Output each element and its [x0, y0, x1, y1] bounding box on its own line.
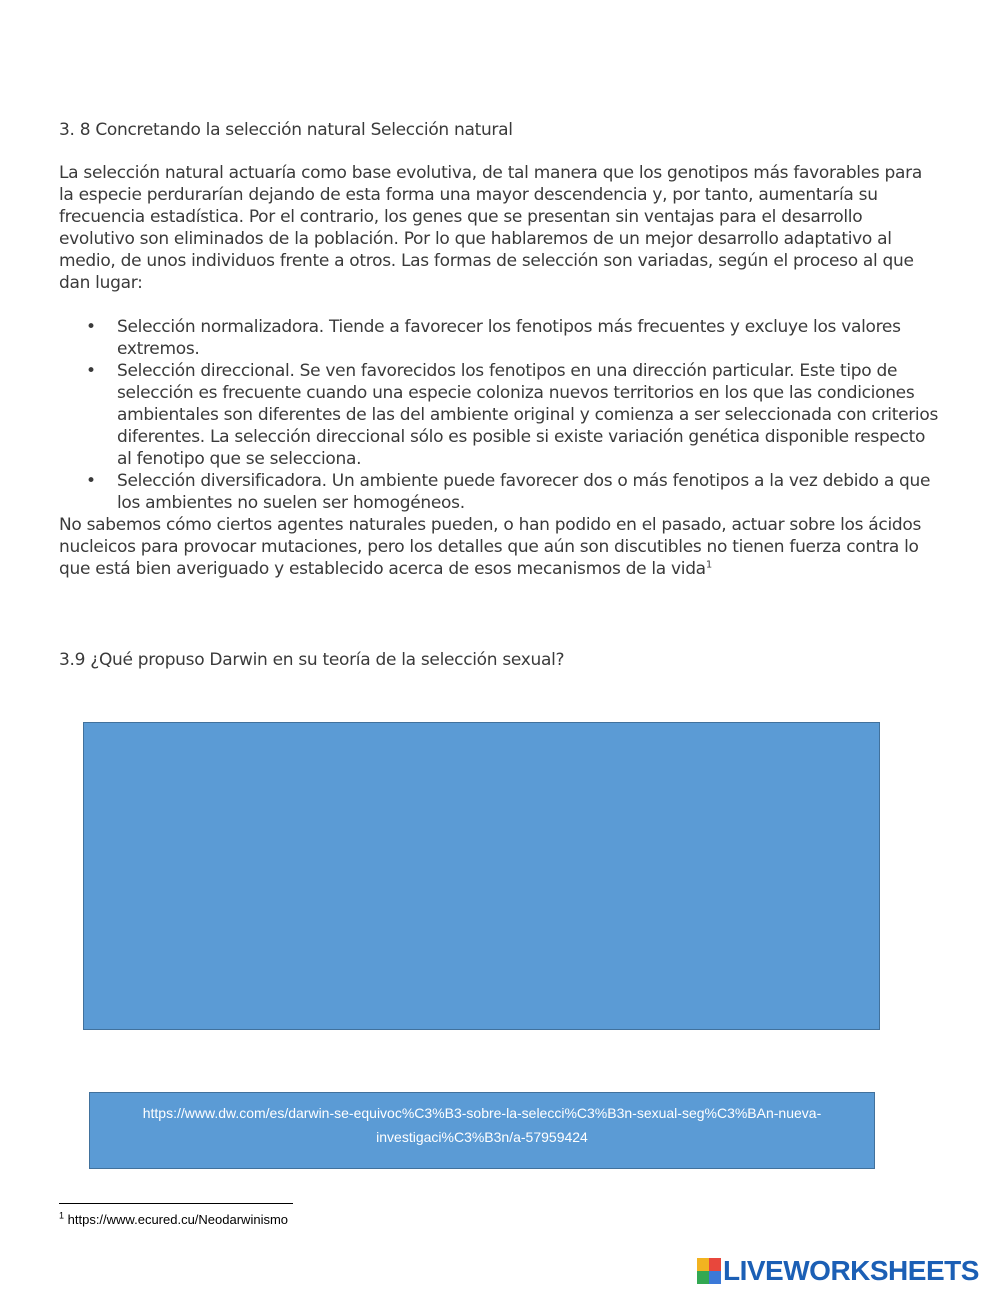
- brand-name: LIVEWORKSHEETS: [723, 1255, 979, 1286]
- liveworksheets-branding: [697, 1253, 979, 1289]
- footnote-reference: 1: [705, 559, 712, 571]
- answer-textbox[interactable]: [83, 722, 880, 1030]
- reference-link-box: [89, 1092, 875, 1169]
- list-item: • Selección diversificadora. Un ambiente puede favorecer dos o más fenotipos a la vez debido a que los ambientes no suelen ser homogéneos.: [59, 470, 939, 514]
- selection-types-list: [59, 316, 939, 514]
- logo-tile: [697, 1258, 709, 1271]
- list-item: • Selección normalizadora. Tiende a favorecer los fenotipos más frecuentes y excluye los valores extremos.: [59, 316, 939, 360]
- footnote-number: 1: [59, 1210, 65, 1221]
- list-item: • Selección direccional. Se ven favorecidos los fenotipos en una dirección particular. Este tipo de selección es frecuente cuando una especie coloniza nuevos territorios en los que las condiciones ambientales son diferentes de las del ambiente original y comienza a ser seleccionada con criterios diferentes. La selección direccional sólo es posible si existe variación genética disponible respecto al fenotipo que se selecciona.: [59, 360, 939, 470]
- section-heading-3-9: 3.9 ¿Qué propuso Darwin en su teoría de la selección sexual?: [59, 650, 565, 670]
- footnote: [59, 1212, 288, 1227]
- liveworksheets-logo-icon: [697, 1258, 721, 1284]
- logo-tile: [709, 1258, 721, 1271]
- closing-text: No sabemos cómo ciertos agentes naturales pueden, o han podido en el pasado, actuar sobre los ácidos nucleicos para provocar mutaciones, pero los detalles que aún son discutibles no tienen fuerza contra lo que está bien averiguado y establecido acerca de esos mecanismos de la vida: [59, 515, 922, 579]
- logo-tile: [697, 1271, 709, 1284]
- logo-tile: [709, 1271, 721, 1284]
- footnote-link[interactable]: https://www.ecured.cu/Neodarwinismo: [67, 1212, 289, 1227]
- reference-link[interactable]: https://www.dw.com/es/darwin-se-equivoc%C3%B3-sobre-la-selecci%C3%B3n-sexual-seg%C3%BAn-nueva-investigaci%C3%B3n/a-57959424: [142, 1105, 822, 1145]
- closing-paragraph: [59, 514, 939, 580]
- intro-paragraph: La selección natural actuaría como base evolutiva, de tal manera que los genotipos más favorables para la especie perdurarían dejando de esta forma una mayor descendencia y, por tanto, aumentaría su frecuencia estadística. Por el contrario, los genes que se presentan sin ventajas para el desarrollo evolutivo son eliminados de la población. Por lo que hablaremos de un mejor desarrollo adaptativo al medio, de unos individuos frente a otros. Las formas de selección son variadas, según el proceso al que dan lugar:: [59, 163, 922, 293]
- section-heading-3-8: 3. 8 Concretando la selección natural Selección natural: [59, 120, 513, 140]
- footnote-divider: [59, 1203, 293, 1204]
